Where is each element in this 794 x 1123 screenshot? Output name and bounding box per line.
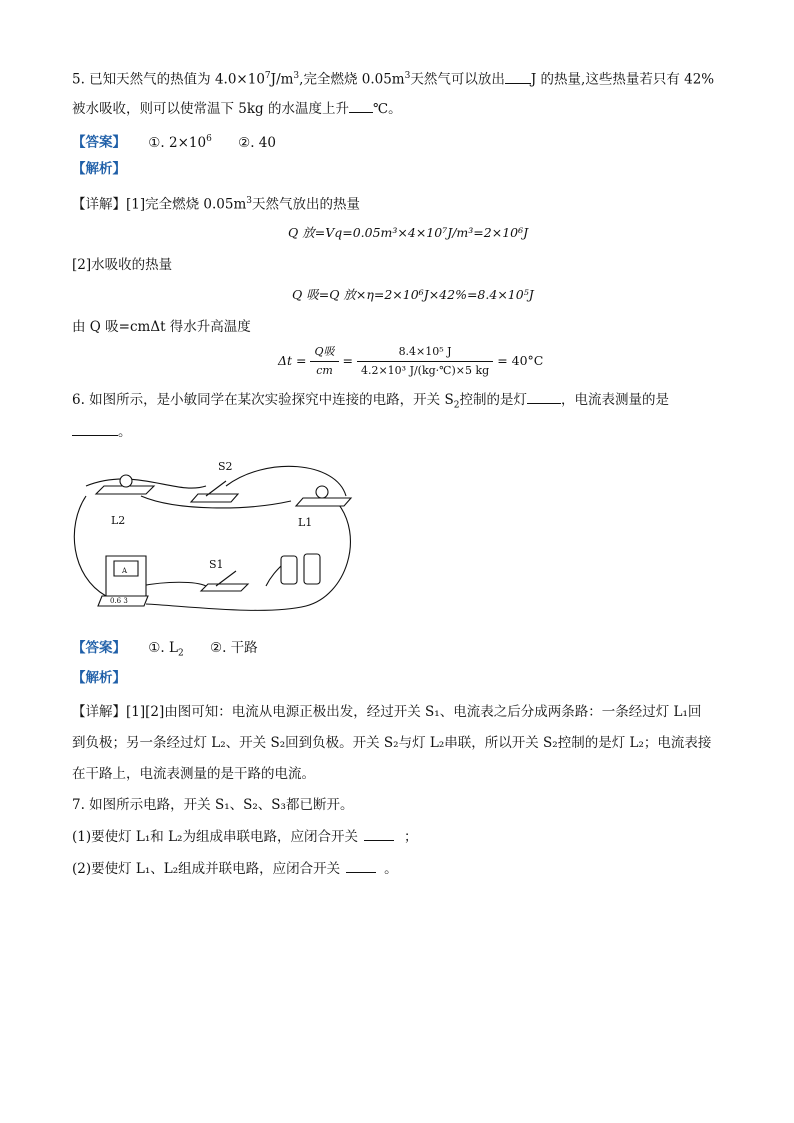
answer-1-sub: 2 (177, 648, 184, 659)
answer-1: ①. L (148, 640, 178, 656)
battery-1 (281, 556, 297, 584)
answer-blank (349, 99, 373, 113)
eq3-fraction-2 (357, 343, 493, 380)
detail-text: [1][2]由图可知：电流从电源正极出发，经过开关 S₁、电流表之后分成两条路：一条经过灯 L₁回 (126, 704, 702, 720)
detail-tag: 【详解】 (72, 196, 126, 213)
answer-blank (364, 827, 394, 841)
battery-2 (304, 554, 320, 584)
eq3-fraction-1 (310, 343, 338, 380)
label-s2: S2 (218, 460, 233, 473)
label-s1: S1 (209, 558, 224, 571)
detail-text: 到负极；另一条经过灯 L₂、开关 S₂回到负极。开关 S₂与灯 L₂串联，所以开关 S₂控制的是灯 L₂；电流表接 (72, 735, 712, 751)
q5-text: J/m (270, 71, 294, 88)
q5-exp: 3 (404, 71, 411, 81)
q5-text: 被水吸收，则可以使常温下 5kg 的水温度上升 (72, 101, 349, 117)
wire (74, 496, 106, 596)
switch-s2-base (191, 494, 238, 502)
equation-3 (278, 343, 543, 380)
detail-text: 在干路上，电流表测量的是干路的电流。 (72, 766, 315, 782)
q7-text: (1)要使灯 L₁和 L₂为组成串联电路，应闭合开关 (72, 829, 358, 845)
answer-2: ②. 40 (238, 134, 276, 151)
q6-text: 。 (118, 424, 132, 440)
frac-numerator: 8.4×10⁵ J (357, 343, 493, 362)
label-ammeter-scale: 0.6 3 (110, 597, 128, 605)
circuit-diagram (66, 456, 366, 616)
q5-text: ℃。 (373, 101, 402, 117)
frac-numerator: Q吸 (310, 343, 338, 362)
analysis-tag: 【解析】 (72, 161, 126, 177)
eq3-right: = 40°C (497, 353, 544, 368)
answer-tag: 【答案】 (72, 134, 126, 151)
q6-text: 6. 如图所示，是小敏同学在某次实验探究中连接的电路，开关 S (72, 392, 454, 408)
q5-analysis (72, 159, 126, 179)
label-ammeter-a: A (122, 567, 128, 575)
eq3-left: Δt = (278, 353, 311, 368)
detail-exp: 3 (246, 196, 253, 206)
q5-stem-line2 (72, 99, 402, 119)
answer-blank (527, 390, 561, 404)
frac-denominator: 4.2×10³ J/(kg·℃)×5 kg (360, 364, 490, 377)
q6-analysis (72, 668, 126, 688)
q5-exp: 3 (293, 71, 300, 81)
q6-answer (72, 638, 258, 664)
equation-2: Q 吸=Q 放×η=2×10⁶J×42%=8.4×10⁵J (292, 287, 534, 302)
q6-detail-line3 (72, 764, 315, 784)
lamp-l2-bulb (120, 475, 132, 487)
answer-1: ①. 2×10 (148, 134, 207, 151)
q7-text: ； (403, 829, 418, 845)
lamp-l1-base (296, 498, 351, 506)
q6-text: ，电流表测量的是 (560, 392, 669, 408)
detail-text: [1]完全燃烧 0.05m (126, 196, 247, 213)
q6-sub: 2 (453, 400, 460, 411)
q5-exp: 7 (264, 71, 271, 81)
analysis-tag: 【解析】 (72, 670, 126, 686)
q6-text: 控制的是灯 (459, 392, 527, 408)
answer-1-exp: 6 (206, 134, 212, 144)
q5-detail-1 (72, 191, 360, 215)
detail-text: 由 Q 吸=cmΔt 得水升高温度 (72, 319, 251, 335)
q5-detail-3 (72, 317, 251, 337)
answer-2: ②. 干路 (209, 640, 258, 656)
answer-tag: 【答案】 (72, 640, 126, 656)
q7-sub2 (72, 859, 398, 879)
frac-denominator: cm (316, 364, 333, 377)
q5-text: 5. 已知天然气的热值为 4.0×10 (72, 71, 265, 88)
q7-text: 7. 如图所示电路，开关 S₁、S₂、S₃都已断开。 (72, 797, 354, 813)
lamp-l1-bulb (316, 486, 328, 498)
q5-answer (72, 129, 276, 153)
q5-stem-line1 (72, 66, 714, 90)
eq3-equals: = (342, 353, 357, 368)
q7-sub1 (72, 827, 417, 847)
q6-detail-line2 (72, 733, 711, 753)
equation-1: Q 放=Vq=0.05m³×4×10⁷J/m³=2×10⁶J (288, 225, 529, 240)
q6-stem-line2 (72, 422, 132, 442)
detail-tag: 【详解】 (72, 704, 126, 720)
answer-blank (505, 70, 531, 84)
q5-detail-2 (72, 255, 172, 275)
q5-text: 天然气可以放出 (410, 71, 505, 88)
q5-text: ,完全燃烧 0.05m (299, 71, 405, 88)
label-l1: L1 (298, 516, 313, 529)
q7-text: 。 (384, 861, 398, 877)
detail-text: [2]水吸收的热量 (72, 257, 173, 273)
switch-s1-base (201, 584, 248, 591)
q5-text: J 的热量,这些热量若只有 42% (530, 71, 715, 88)
q7-stem (72, 795, 353, 815)
answer-blank (72, 422, 118, 436)
q6-detail-line1 (72, 702, 701, 722)
detail-text: 天然气放出的热量 (252, 196, 361, 213)
wire (141, 582, 206, 586)
label-l2: L2 (111, 514, 126, 527)
answer-blank (346, 859, 376, 873)
q6-stem-line1 (72, 390, 669, 416)
q7-text: (2)要使灯 L₁、L₂组成并联电路，应闭合开关 (72, 861, 341, 877)
